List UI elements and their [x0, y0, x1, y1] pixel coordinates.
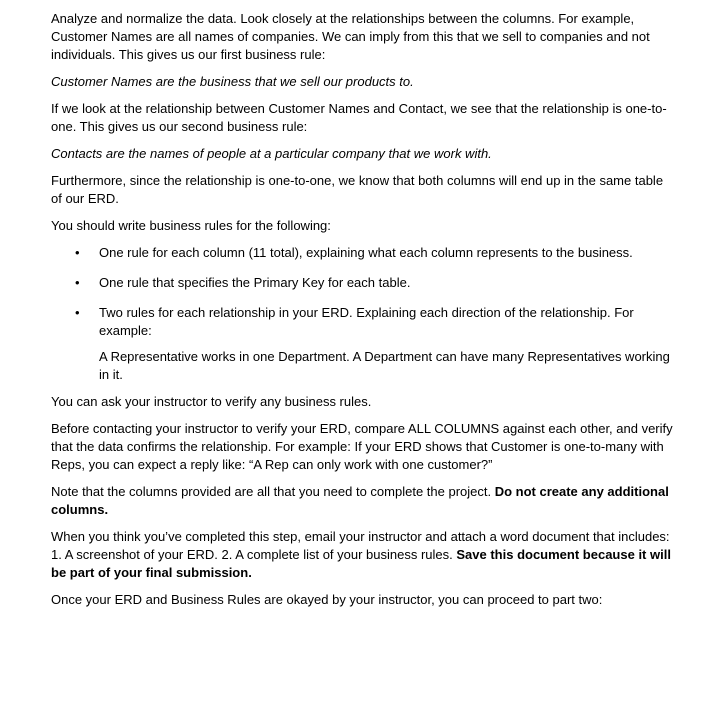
bullet-icon: • — [75, 275, 80, 290]
list-item — [51, 304, 675, 340]
bullet-icon: • — [75, 305, 80, 320]
one-to-one-paragraph: Furthermore, since the relationship is one-to-one, we know that both columns will end up in the same table of our ERD. — [51, 173, 664, 206]
list-item — [51, 244, 675, 262]
next-step-paragraph: Once your ERD and Business Rules are okayed by your instructor, you can proceed to part two: — [51, 592, 603, 607]
columns-note-paragraph — [51, 483, 675, 519]
bullet-icon: • — [75, 245, 80, 260]
list-item-text: One rule that specifies the Primary Key for each table. — [99, 275, 411, 290]
business-rule-2: Contacts are the names of people at a particular company that we work with. — [51, 146, 492, 161]
intro-paragraph: Analyze and normalize the data. Look closely at the relationships between the columns. For example, Customer Names are all names of companies. We can imply from this that we sell to companies and not individuals. This gives us our first business rule: — [51, 11, 650, 62]
verify-paragraph: You can ask your instructor to verify any business rules. — [51, 394, 372, 409]
submission-emphasis: Save this document because it will be part of your final submission. — [51, 547, 671, 580]
example-rule: A Representative works in one Department. A Department can have many Representatives working in it. — [99, 349, 670, 382]
submission-paragraph — [51, 528, 675, 582]
requirements-list — [51, 244, 675, 340]
business-rule-1: Customer Names are the business that we sell our products to. — [51, 74, 414, 89]
columns-note-emphasis: Do not create any additional columns. — [51, 484, 669, 517]
instructions-paragraph: You should write business rules for the following: — [51, 218, 331, 233]
list-item-text: One rule for each column (11 total), explaining what each column represents to the business. — [99, 245, 633, 260]
list-item-text: Two rules for each relationship in your ERD. Explaining each direction of the relationship. For example: — [99, 305, 634, 338]
columns-note-text: Note that the columns provided are all that you need to complete the project. — [51, 484, 495, 499]
compare-columns-paragraph: Before contacting your instructor to verify your ERD, compare ALL COLUMNS against each other, and verify that the data confirms the relationship. For example: If your ERD shows that Customer is one-to-many with Reps, you can expect a reply like: “A Rep can only work with one customer?” — [51, 421, 673, 472]
relationship-paragraph: If we look at the relationship between Customer Names and Contact, we see that the relationship is one-to-one. This gives us our second business rule: — [51, 101, 667, 134]
list-item — [51, 274, 675, 292]
submission-text: When you think you’ve completed this step, email your instructor and attach a word document that includes: 1. A screenshot of your ERD. 2. A complete list of your business rules. — [51, 529, 670, 562]
